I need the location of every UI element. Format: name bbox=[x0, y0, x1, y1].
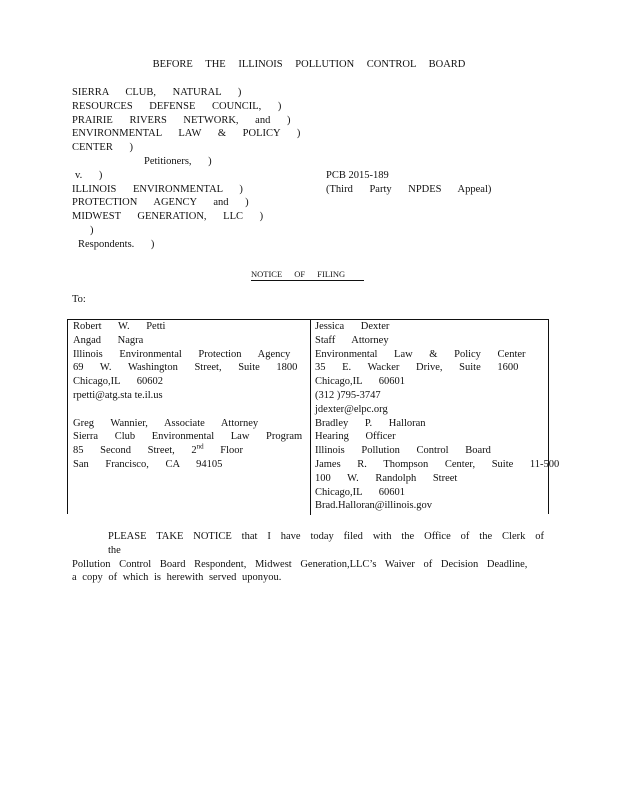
address-line: San Francisco, CA 94105 bbox=[73, 458, 223, 470]
caption-line: PROTECTION AGENCY and ) bbox=[72, 197, 249, 209]
address-line: Environmental Law & Policy Center bbox=[315, 348, 526, 360]
petitioners-label: Petitioners, ) bbox=[144, 155, 212, 167]
address-line: Staff Attorney bbox=[315, 334, 389, 346]
address-line: Illinois Environmental Protection Agency bbox=[73, 348, 291, 360]
address-line: Angad Nagra bbox=[73, 334, 144, 346]
caption-line: MIDWEST GENERATION, LLC ) bbox=[72, 211, 264, 223]
address-line: Illinois Pollution Control Board bbox=[315, 445, 491, 457]
email-line: jdexter@elpc.org bbox=[315, 403, 388, 415]
caption-line: PRAIRIE RIVERS NETWORK, and ) bbox=[72, 114, 291, 126]
to-label: To: bbox=[72, 294, 86, 305]
address-line: Robert W. Petti bbox=[73, 321, 166, 332]
address-line: Bradley P. Halloran bbox=[315, 417, 426, 429]
caption-line: RESOURCES DEFENSE COUNCIL, ) bbox=[72, 100, 282, 112]
respondents-label: Respondents. ) bbox=[78, 238, 155, 250]
notice-paragraph bbox=[72, 530, 544, 585]
email-line: Brad.Halloran@illinois.gov bbox=[315, 500, 432, 512]
address-line: Sierra Club Environmental Law Program bbox=[73, 431, 303, 443]
address-line: 85 Second Street, 2nd Floor bbox=[73, 442, 244, 457]
caption-line: ENVIRONMENTAL LAW & POLICY ) bbox=[72, 128, 301, 140]
address-line: Jessica Dexter bbox=[315, 321, 390, 332]
caption-line: ILLINOIS ENVIRONMENTAL ) bbox=[72, 183, 243, 195]
paragraph-line: PLEASE TAKE NOTICE that I have today filed with the Office of the Clerk of the bbox=[108, 531, 544, 556]
email-line: rpetti@atg.sta te.il.us bbox=[73, 389, 163, 401]
caption-line: ) bbox=[90, 224, 94, 236]
address-line: Chicago,IL 60601 bbox=[315, 376, 406, 388]
service-list-right bbox=[315, 320, 559, 513]
address-line: Hearing Officer bbox=[315, 431, 396, 443]
address-line: 100 W. Randolph Street bbox=[315, 472, 458, 484]
case-type: (Third Party NPDES Appeal) bbox=[326, 184, 492, 195]
notice-title: NOTICE OF FILING bbox=[251, 268, 364, 281]
caption-line: CENTER ) bbox=[72, 142, 133, 154]
address-line: Chicago,IL 60601 bbox=[315, 486, 406, 498]
paragraph-line: Pollution Control Board Respondent, Midwest Generation,LLC’s Waiver of Decision Deadline, bbox=[72, 558, 528, 570]
service-list-left bbox=[73, 320, 302, 472]
address-line: Chicago,IL 60602 bbox=[73, 376, 164, 388]
phone-line: (312 )795-3747 bbox=[315, 389, 381, 401]
address-line: 69 W. Washington Street, Suite 1800 bbox=[73, 362, 298, 374]
versus-label: v. ) bbox=[75, 169, 103, 181]
case-number: PCB 2015-189 bbox=[326, 170, 389, 181]
page-title: BEFORE THE ILLINOIS POLLUTION CONTROL BOARD bbox=[152, 59, 466, 70]
address-line: 35 E. Wacker Drive, Suite 1600 bbox=[315, 362, 519, 374]
address-line: James R. Thompson Center, Suite 11-500 bbox=[315, 458, 560, 470]
service-list-table bbox=[67, 319, 560, 514]
caption-line: SIERRA CLUB, NATURAL ) bbox=[72, 87, 242, 98]
paragraph-line: a copy of which is herewith served uponyou. bbox=[72, 572, 282, 584]
column-divider bbox=[310, 320, 311, 515]
address-line: Greg Wannier, Associate Attorney bbox=[73, 417, 259, 429]
case-caption-petitioners bbox=[72, 86, 300, 252]
